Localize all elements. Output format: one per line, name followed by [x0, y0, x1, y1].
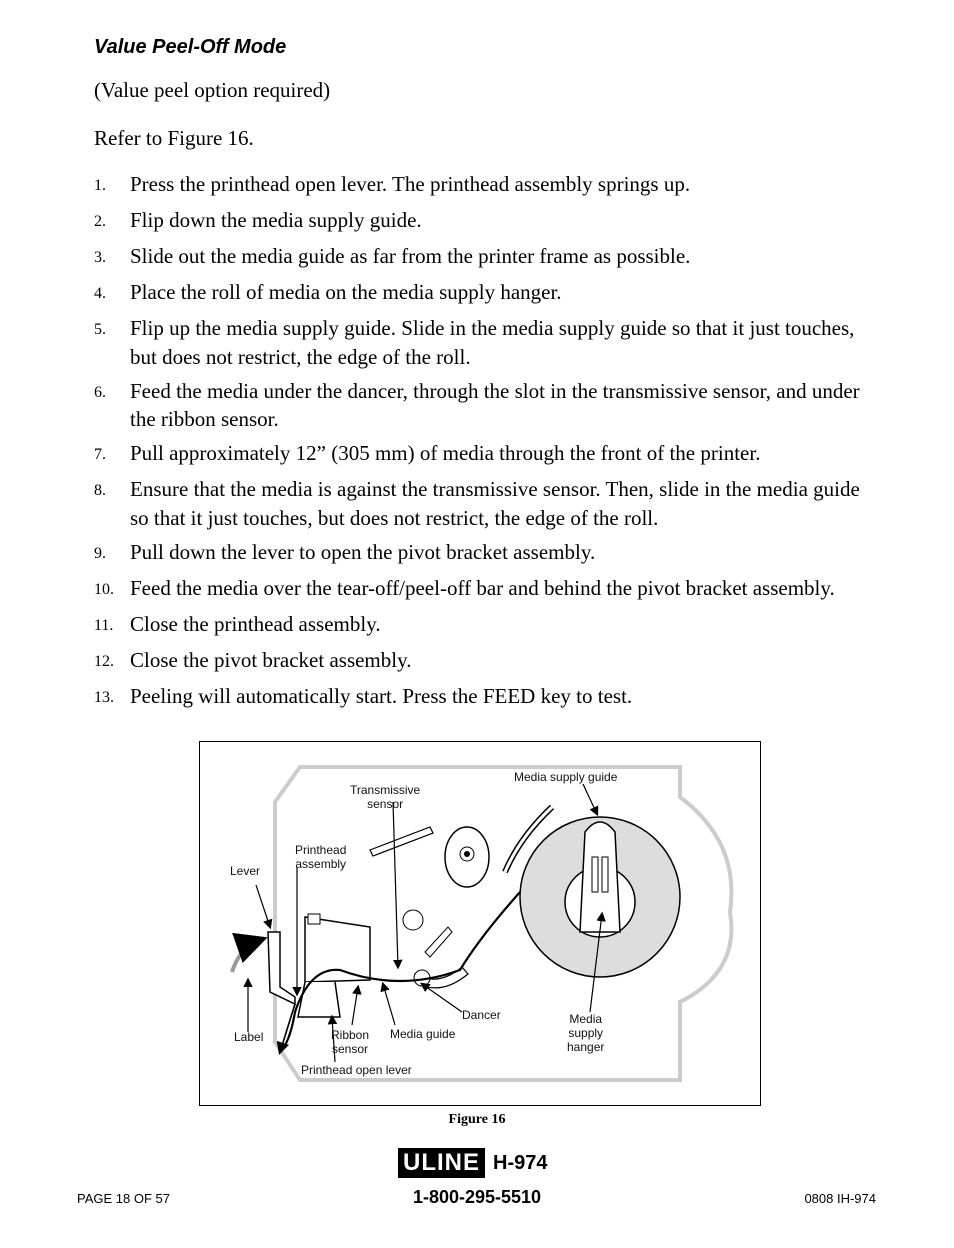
step-item: [94, 574, 874, 605]
step-text: Feed the media over the tear-off/peel-off bar and behind the pivot bracket assembly.: [130, 575, 835, 600]
media-supply-hanger-label: Media supply hanger: [567, 1012, 605, 1054]
step-item: [94, 610, 874, 641]
figure-caption: Figure 16: [448, 1112, 506, 1127]
page-number: PAGE 18 OF 57: [77, 1191, 170, 1206]
step-item: [94, 206, 874, 237]
step-item: [94, 646, 874, 677]
printhead-assembly-label: Printhead assembly: [295, 843, 347, 871]
step-text: Press the printhead open lever. The printhead assembly springs up.: [130, 172, 691, 196]
step-item: [94, 314, 874, 371]
step-text: Pull approximately 12” (305 mm) of media through the front of the printer.: [130, 441, 761, 465]
label-label: Label: [234, 1030, 264, 1044]
figure-reference: Refer to Figure 16.: [94, 126, 254, 150]
step-number: 8.: [94, 482, 106, 499]
media-supply-hanger: [580, 822, 620, 932]
step-number: 10.: [94, 580, 114, 598]
step-text: Feed the media under the dancer, through the slot in the transmissive sensor, and under the ribbon sensor.: [130, 378, 860, 431]
step-item: [94, 538, 874, 569]
step-text: Flip down the media supply guide.: [130, 208, 422, 232]
figure-16-diagram: [199, 741, 761, 1106]
step-number: 5.: [94, 321, 106, 338]
media-supply-guide-label: Media supply guide: [514, 770, 618, 784]
step-item: [94, 377, 874, 434]
ribbon-sensor-label: Ribbon sensor: [331, 1028, 370, 1056]
ribbon-guide-bar: [370, 827, 433, 856]
phone-number: 1-800-295-5510: [412, 1187, 542, 1207]
step-number: 9.: [94, 544, 106, 562]
step-number: 13.: [94, 688, 114, 706]
media-guide-label: Media guide: [390, 1027, 456, 1041]
media-guide-arm: [425, 927, 452, 957]
step-item: [94, 242, 874, 273]
step-number: 7.: [94, 446, 106, 463]
lever-label: Lever: [230, 864, 261, 878]
step-number: 1.: [94, 177, 106, 194]
step-item: [94, 170, 874, 201]
uline-logo: ULINE: [398, 1148, 485, 1178]
step-text: Slide out the media guide as far from the printer frame as possible.: [130, 244, 691, 268]
step-number: 4.: [94, 285, 106, 302]
step-number: 12.: [94, 652, 114, 670]
step-number: 3.: [94, 249, 106, 266]
step-text: Place the roll of media on the media supply hanger.: [130, 280, 562, 304]
step-item: [94, 682, 874, 713]
printhead-open-lever-label: Printhead open lever: [301, 1063, 412, 1077]
step-number: 6.: [94, 383, 106, 401]
step-text: Close the printhead assembly.: [130, 611, 381, 636]
step-item: [94, 278, 874, 309]
step-item: [94, 475, 874, 532]
step-number: 2.: [94, 213, 106, 230]
lever: [268, 932, 295, 1004]
step-text: Pull down the lever to open the pivot bracket assembly.: [130, 539, 596, 564]
step-number: 11.: [94, 616, 114, 634]
requirement-note: (Value peel option required): [94, 78, 331, 102]
step-text: Ensure that the media is against the transmissive sensor. Then, slide in the media guide so that it just touches, but does not restrict, the edge of the roll.: [130, 477, 860, 530]
transmissive-sensor-label: Transmissive sensor: [350, 783, 421, 811]
document-code: 0808 IH-974: [804, 1191, 876, 1206]
printer-diagram-svg: [200, 742, 762, 1107]
step-item: [94, 439, 874, 470]
step-text: Peeling will automatically start. Press the FEED key to test.: [130, 683, 633, 708]
footer-branding: [398, 1148, 547, 1178]
section-title: Value Peel-Off Mode: [94, 36, 287, 58]
step-text: Flip up the media supply guide. Slide in the media supply guide so that it just touches, but does not restrict, the edge of the roll.: [130, 316, 855, 369]
instruction-steps: [94, 170, 874, 718]
model-number: H-974: [493, 1151, 548, 1174]
step-text: Close the pivot bracket assembly.: [130, 647, 412, 672]
printhead-assembly: [305, 917, 370, 982]
dancer-label: Dancer: [462, 1008, 501, 1022]
